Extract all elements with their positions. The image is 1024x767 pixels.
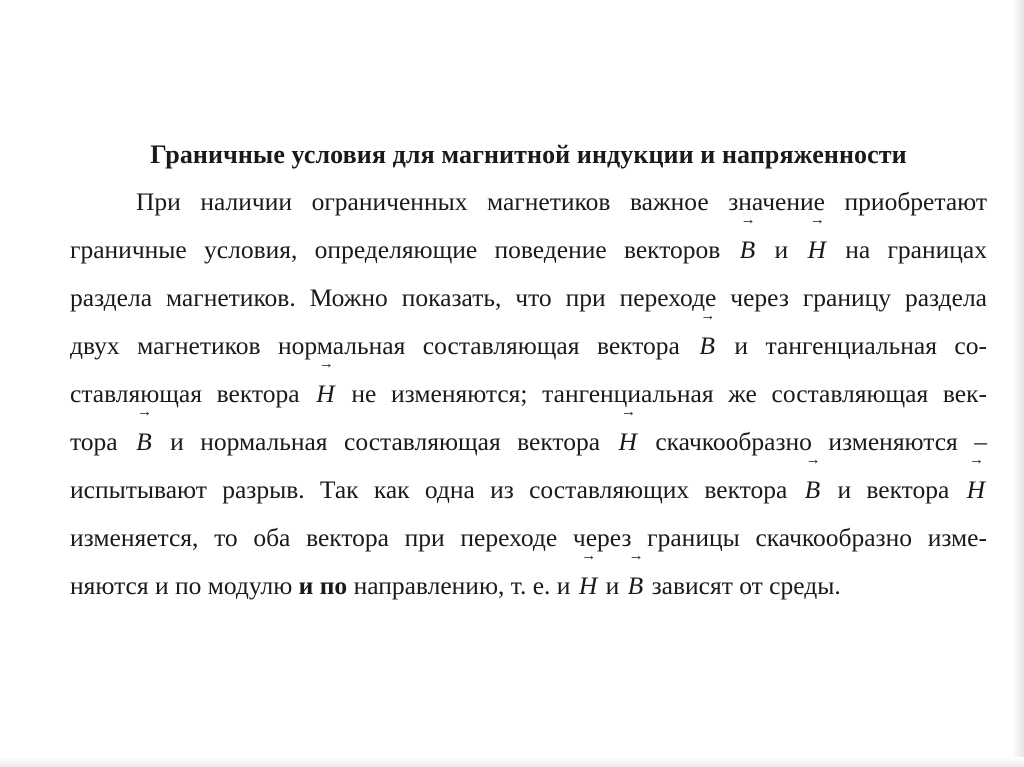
- vector-b-symbol: → B: [697, 322, 717, 370]
- vector-h-symbol: → H: [577, 562, 599, 610]
- vector-b-symbol: → B: [803, 466, 823, 514]
- text-line-2: граничные условия, определяющие поведение векторов → B и → H на границах: [70, 226, 987, 274]
- section-title: Граничные условия для магнитной индукции и напряженности: [150, 140, 907, 169]
- text-line-1: При наличии ограниченных магнетиков важное значение приобретают: [136, 187, 987, 216]
- text-line-4: двух магнетиков нормальная составляющая вектора → B и тангенциальная со-: [70, 322, 987, 370]
- vector-h-symbol: → H: [965, 466, 987, 514]
- text-line-5: ставляющая вектора → H не изменяются; тангенциальная же составляющая век-: [70, 370, 987, 418]
- slide-edge-bottom: [0, 757, 1024, 767]
- text-line-6: тора → B и нормальная составляющая вектора → H скачкообразно изменяются –: [70, 418, 987, 466]
- bold-emphasis: и по: [298, 571, 348, 600]
- slide-edge-right: [1012, 0, 1024, 767]
- vector-b-symbol: → B: [134, 418, 154, 466]
- text-line-7: испытывают разрыв. Так как одна из составляющих вектора → B и вектора → H: [70, 466, 987, 514]
- text-line-9: няются и по модулю и по направлению, т. е. и → H и → B зависят от среды.: [70, 562, 987, 610]
- vector-b-symbol: → B: [626, 562, 646, 610]
- document-page: [70, 138, 987, 610]
- vector-h-symbol: → H: [314, 370, 336, 418]
- text-line-8: изменяется, то оба вектора при переходе через границы скачкообразно изме-: [70, 523, 987, 552]
- vector-h-symbol: → H: [805, 226, 827, 274]
- text-line-3: раздела магнетиков. Можно показать, что при переходе через границу раздела: [70, 283, 987, 312]
- vector-b-symbol: → B: [738, 226, 758, 274]
- vector-h-symbol: → H: [616, 418, 638, 466]
